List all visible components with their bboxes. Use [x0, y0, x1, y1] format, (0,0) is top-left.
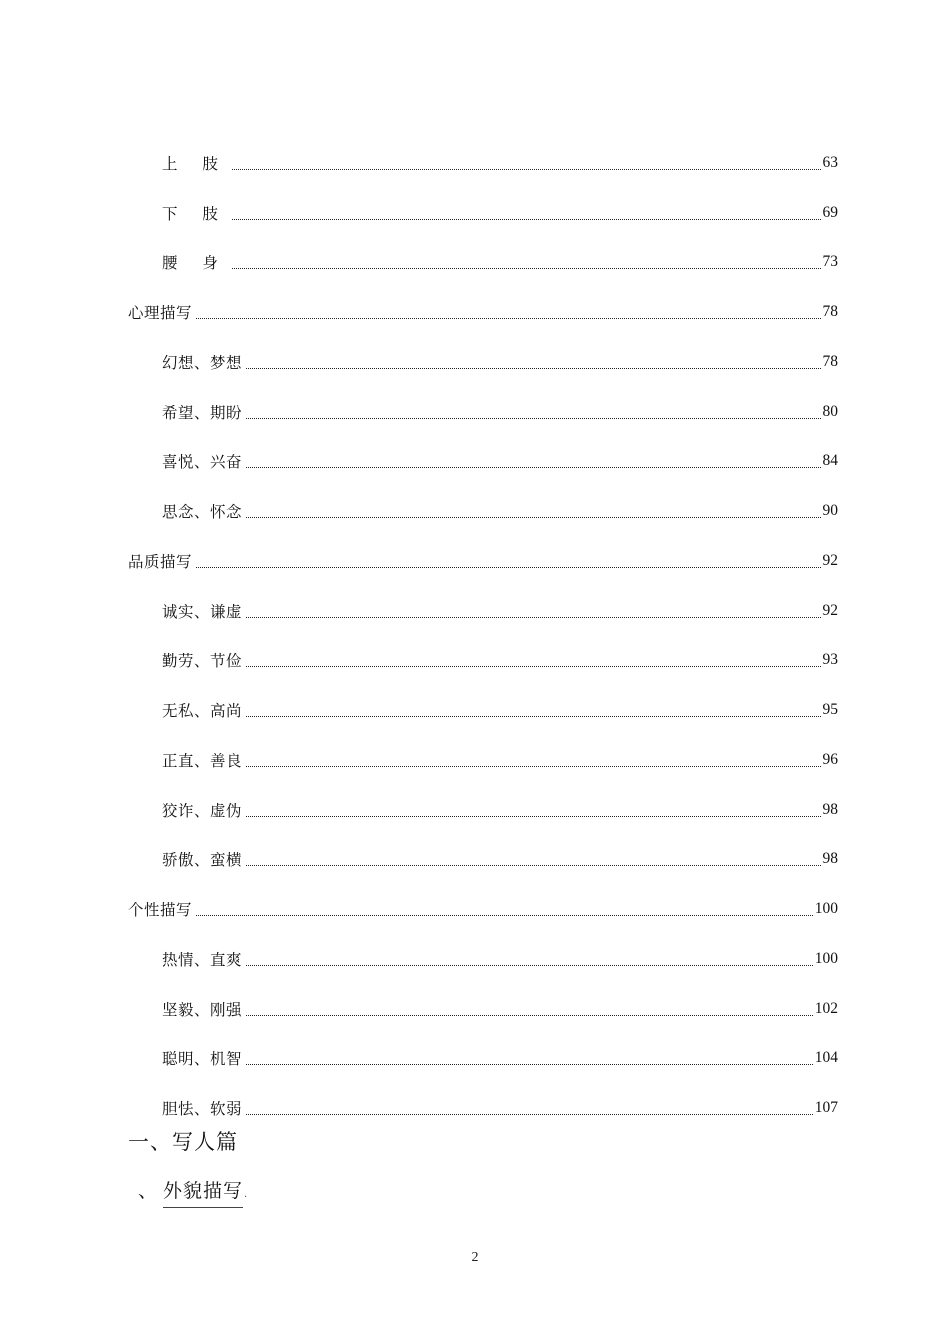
toc-entry[interactable] — [0, 984, 950, 1034]
toc-entry-page: 63 — [822, 153, 838, 171]
toc-entry-page: 102 — [814, 999, 838, 1017]
toc-dot-leader — [232, 168, 821, 170]
toc-entry-page: 100 — [814, 900, 838, 918]
toc-entry-label: 喜悦、兴奋 — [162, 453, 243, 472]
toc-dot-leader — [246, 466, 820, 468]
toc-entry-page: 96 — [822, 750, 838, 768]
toc-entry[interactable] — [0, 1034, 950, 1084]
toc-entry[interactable] — [0, 636, 950, 686]
toc-entry-label: 希望、期盼 — [162, 403, 243, 422]
toc-dot-leader — [246, 1014, 813, 1016]
toc-entry[interactable] — [0, 785, 950, 835]
toc-dot-leader — [232, 218, 821, 220]
toc-entry-label: 心理描写 — [128, 304, 193, 323]
toc-dot-leader — [246, 417, 820, 419]
toc-dot-leader — [246, 964, 813, 966]
toc-entry[interactable] — [0, 287, 950, 337]
toc-entry-page: 98 — [822, 850, 838, 868]
toc-entry[interactable] — [0, 685, 950, 735]
toc-entry-page: 92 — [822, 601, 838, 619]
toc-entry[interactable] — [0, 835, 950, 885]
toc-entry-label: 上 肢 — [162, 154, 228, 173]
toc-dot-leader — [246, 864, 820, 866]
toc-entry-label: 坚毅、刚强 — [162, 1000, 243, 1019]
toc-entry-label: 无私、高尚 — [162, 702, 243, 721]
toc-dot-leader — [246, 715, 820, 717]
toc-entry-label: 聪明、机智 — [162, 1050, 243, 1069]
toc-entry[interactable] — [0, 586, 950, 636]
toc-entry-page: 98 — [822, 800, 838, 818]
toc-entry-label: 品质描写 — [128, 552, 193, 571]
toc-entry-label: 个性描写 — [128, 901, 193, 920]
toc-dot-leader — [246, 367, 820, 369]
toc-entry-page: 92 — [822, 551, 838, 569]
toc-entry-label: 正直、善良 — [162, 751, 243, 770]
toc-dot-leader — [246, 1063, 813, 1065]
toc-dot-leader — [246, 815, 820, 817]
toc-entry[interactable] — [0, 188, 950, 238]
toc-entry-label: 腰 身 — [162, 254, 228, 273]
toc-entry[interactable] — [0, 735, 950, 785]
toc-entry-page: 93 — [822, 651, 838, 669]
toc-entry-page: 90 — [822, 502, 838, 520]
toc-entry-page: 107 — [814, 1099, 838, 1117]
toc-entry[interactable] — [0, 337, 950, 387]
toc-entry[interactable] — [0, 934, 950, 984]
toc-entry-label: 下 肢 — [162, 204, 228, 223]
subsection-mark: . — [244, 1189, 248, 1200]
toc-entry-page: 78 — [822, 352, 838, 370]
section-heading: 一、写人篇 — [128, 1130, 238, 1154]
toc-entry[interactable] — [0, 238, 950, 288]
toc-entry-label: 热情、直爽 — [162, 950, 243, 969]
toc-entry-page: 100 — [814, 949, 838, 967]
toc-entry-label: 勤劳、节俭 — [162, 652, 243, 671]
toc-entry[interactable] — [0, 536, 950, 586]
toc-entry-label: 思念、怀念 — [162, 503, 243, 522]
toc-entry-label: 骄傲、蛮横 — [162, 851, 243, 870]
toc-entry-label: 胆怯、软弱 — [162, 1100, 243, 1119]
toc-entry-label: 诚实、谦虚 — [162, 602, 243, 621]
subsection-prefix: 、 — [138, 1180, 158, 1202]
toc-dot-leader — [246, 765, 820, 767]
subsection-heading — [138, 1176, 247, 1208]
subsection-title: 外貌描写 — [163, 1176, 243, 1208]
toc-dot-leader — [196, 914, 813, 916]
toc-dot-leader — [246, 1113, 813, 1115]
toc-entry-page: 78 — [822, 303, 838, 321]
toc-dot-leader — [246, 616, 820, 618]
toc-entry-page: 104 — [814, 1049, 838, 1067]
toc-entry[interactable] — [0, 437, 950, 487]
toc-entry[interactable] — [0, 486, 950, 536]
table-of-contents — [0, 138, 950, 1133]
toc-entry-page: 80 — [822, 402, 838, 420]
toc-entry-page: 84 — [822, 452, 838, 470]
toc-dot-leader — [196, 317, 820, 319]
toc-entry-label: 狡诈、虚伪 — [162, 801, 243, 820]
toc-dot-leader — [246, 516, 820, 518]
toc-entry[interactable] — [0, 884, 950, 934]
toc-dot-leader — [246, 665, 820, 667]
toc-entry[interactable] — [0, 387, 950, 437]
toc-entry-page: 69 — [822, 203, 838, 221]
page-number: 2 — [471, 1250, 479, 1265]
toc-entry-page: 73 — [822, 253, 838, 271]
toc-dot-leader — [196, 566, 820, 568]
toc-entry-label: 幻想、梦想 — [162, 353, 243, 372]
toc-dot-leader — [232, 267, 821, 269]
toc-entry-page: 95 — [822, 701, 838, 719]
toc-entry[interactable] — [0, 138, 950, 188]
